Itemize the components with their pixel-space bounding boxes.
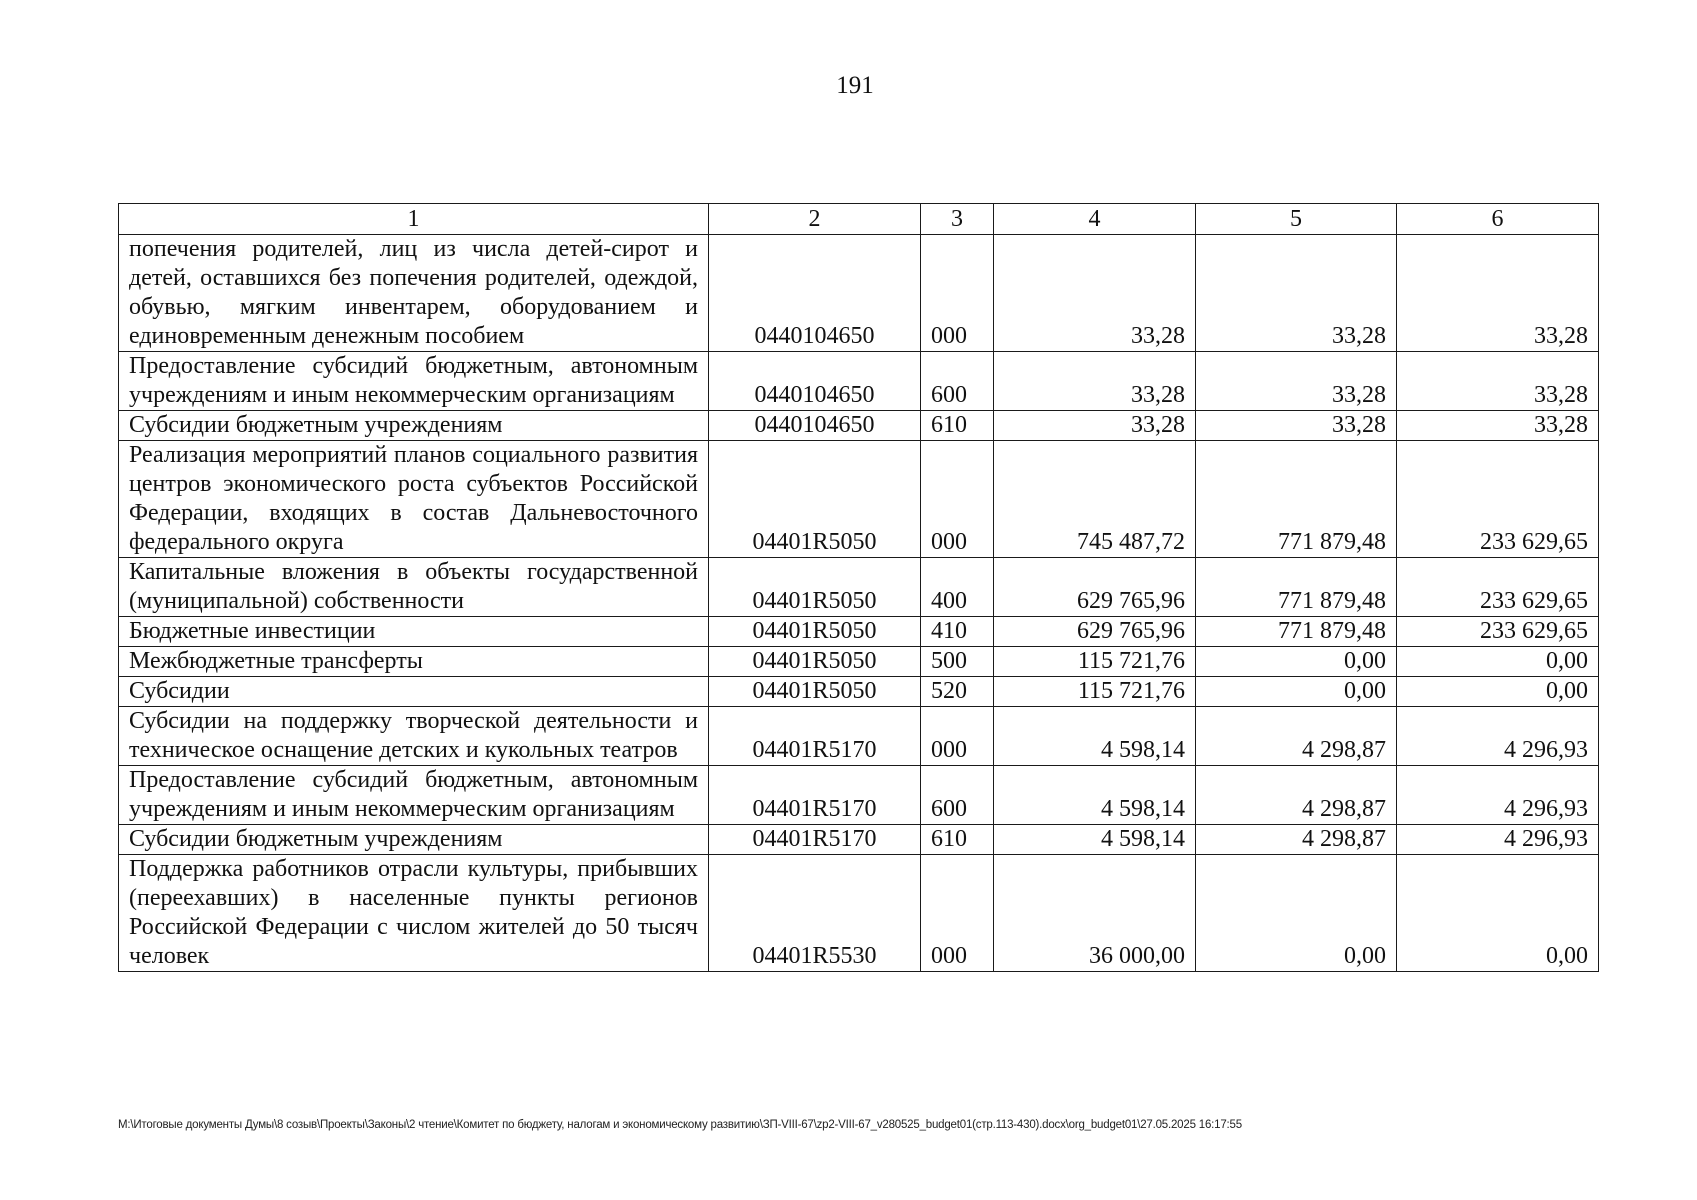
row-value-col5: 0,00 (1196, 855, 1397, 972)
row-target-code: 04401R5170 (709, 707, 921, 766)
row-value-col6: 233 629,65 (1397, 558, 1599, 617)
row-value-col5: 33,28 (1196, 411, 1397, 441)
row-expense-type: 400 (921, 558, 994, 617)
table-row (119, 647, 1599, 677)
row-target-code: 04401R5050 (709, 647, 921, 677)
row-description: Капитальные вложения в объекты государственной (муниципальной) собственности (119, 558, 709, 617)
row-target-code: 04401R5050 (709, 558, 921, 617)
row-value-col5: 33,28 (1196, 235, 1397, 352)
column-header: 3 (921, 204, 994, 235)
row-expense-type: 000 (921, 441, 994, 558)
table-row (119, 558, 1599, 617)
row-expense-type: 600 (921, 352, 994, 411)
row-target-code: 04401R5050 (709, 617, 921, 647)
table-row (119, 411, 1599, 441)
row-value-col6: 4 296,93 (1397, 825, 1599, 855)
row-expense-type: 410 (921, 617, 994, 647)
row-description: Межбюджетные трансферты (119, 647, 709, 677)
row-value-col6: 33,28 (1397, 352, 1599, 411)
row-expense-type: 610 (921, 825, 994, 855)
row-value-col5: 33,28 (1196, 352, 1397, 411)
row-expense-type: 000 (921, 235, 994, 352)
row-value-col5: 0,00 (1196, 647, 1397, 677)
row-value-col6: 4 296,93 (1397, 766, 1599, 825)
row-target-code: 04401R5170 (709, 825, 921, 855)
row-value-col6: 0,00 (1397, 677, 1599, 707)
row-description: Предоставление субсидий бюджетным, автономным учреждениям и иным некоммерческим организациям (119, 352, 709, 411)
row-value-col6: 233 629,65 (1397, 617, 1599, 647)
row-value-col5: 771 879,48 (1196, 558, 1397, 617)
table-row (119, 235, 1599, 352)
row-value-col4: 4 598,14 (994, 766, 1196, 825)
budget-table (118, 203, 1599, 972)
row-description: Бюджетные инвестиции (119, 617, 709, 647)
row-target-code: 0440104650 (709, 352, 921, 411)
row-value-col4: 629 765,96 (994, 617, 1196, 647)
row-target-code: 0440104650 (709, 235, 921, 352)
row-value-col4: 33,28 (994, 411, 1196, 441)
column-header: 2 (709, 204, 921, 235)
row-value-col5: 771 879,48 (1196, 617, 1397, 647)
row-value-col4: 629 765,96 (994, 558, 1196, 617)
row-target-code: 04401R5050 (709, 677, 921, 707)
row-description: Реализация мероприятий планов социального развития центров экономического роста субъектов Российской Федерации, входящих в состав Дальневосточного федерального округа (119, 441, 709, 558)
row-description: Предоставление субсидий бюджетным, автономным учреждениям и иным некоммерческим организациям (119, 766, 709, 825)
row-expense-type: 600 (921, 766, 994, 825)
table-row (119, 352, 1599, 411)
row-value-col5: 0,00 (1196, 677, 1397, 707)
footer-file-path: M:\Итоговые документы Думы\8 созыв\Проекты\Законы\2 чтение\Комитет по бюджету, налогам и экономическому развитию\ЗП-VIII-67\zp2-VIII-67_v280525_budget01(стр.113-430).docx\org_budget01\27.05.2025 16:17:55 (118, 1119, 1242, 1131)
row-value-col6: 33,28 (1397, 411, 1599, 441)
row-value-col4: 115 721,76 (994, 647, 1196, 677)
table-row (119, 441, 1599, 558)
row-target-code: 04401R5050 (709, 441, 921, 558)
row-value-col4: 115 721,76 (994, 677, 1196, 707)
row-value-col4: 4 598,14 (994, 825, 1196, 855)
row-expense-type: 520 (921, 677, 994, 707)
row-value-col4: 36 000,00 (994, 855, 1196, 972)
column-header: 6 (1397, 204, 1599, 235)
row-value-col6: 233 629,65 (1397, 441, 1599, 558)
row-target-code: 04401R5530 (709, 855, 921, 972)
page-number: 191 (836, 72, 874, 99)
row-value-col6: 33,28 (1397, 235, 1599, 352)
row-expense-type: 000 (921, 855, 994, 972)
row-target-code: 04401R5170 (709, 766, 921, 825)
row-value-col5: 4 298,87 (1196, 825, 1397, 855)
table-row (119, 677, 1599, 707)
row-value-col6: 0,00 (1397, 855, 1599, 972)
table-body (119, 235, 1599, 972)
row-value-col5: 4 298,87 (1196, 766, 1397, 825)
row-expense-type: 610 (921, 411, 994, 441)
row-expense-type: 000 (921, 707, 994, 766)
row-description: попечения родителей, лиц из числа детей-сирот и детей, оставшихся без попечения родителей, одеждой, обувью, мягким инвентарем, оборудованием и единовременным денежным пособием (119, 235, 709, 352)
row-description: Субсидии бюджетным учреждениям (119, 825, 709, 855)
row-value-col4: 33,28 (994, 235, 1196, 352)
row-value-col5: 771 879,48 (1196, 441, 1397, 558)
table-row (119, 766, 1599, 825)
table-row (119, 707, 1599, 766)
row-expense-type: 500 (921, 647, 994, 677)
row-description: Субсидии (119, 677, 709, 707)
row-description: Субсидии бюджетным учреждениям (119, 411, 709, 441)
column-header: 5 (1196, 204, 1397, 235)
table-row (119, 617, 1599, 647)
row-value-col5: 4 298,87 (1196, 707, 1397, 766)
column-header: 4 (994, 204, 1196, 235)
row-value-col4: 4 598,14 (994, 707, 1196, 766)
row-description: Поддержка работников отрасли культуры, прибывших (переехавших) в населенные пункты регионов Российской Федерации с числом жителей до 50 тысяч человек (119, 855, 709, 972)
row-value-col6: 0,00 (1397, 647, 1599, 677)
row-value-col4: 33,28 (994, 352, 1196, 411)
row-value-col6: 4 296,93 (1397, 707, 1599, 766)
table-row (119, 855, 1599, 972)
row-description: Субсидии на поддержку творческой деятельности и техническое оснащение детских и кукольных театров (119, 707, 709, 766)
table-row (119, 825, 1599, 855)
column-header: 1 (119, 204, 709, 235)
row-target-code: 0440104650 (709, 411, 921, 441)
table-header-row (119, 204, 1599, 235)
row-value-col4: 745 487,72 (994, 441, 1196, 558)
